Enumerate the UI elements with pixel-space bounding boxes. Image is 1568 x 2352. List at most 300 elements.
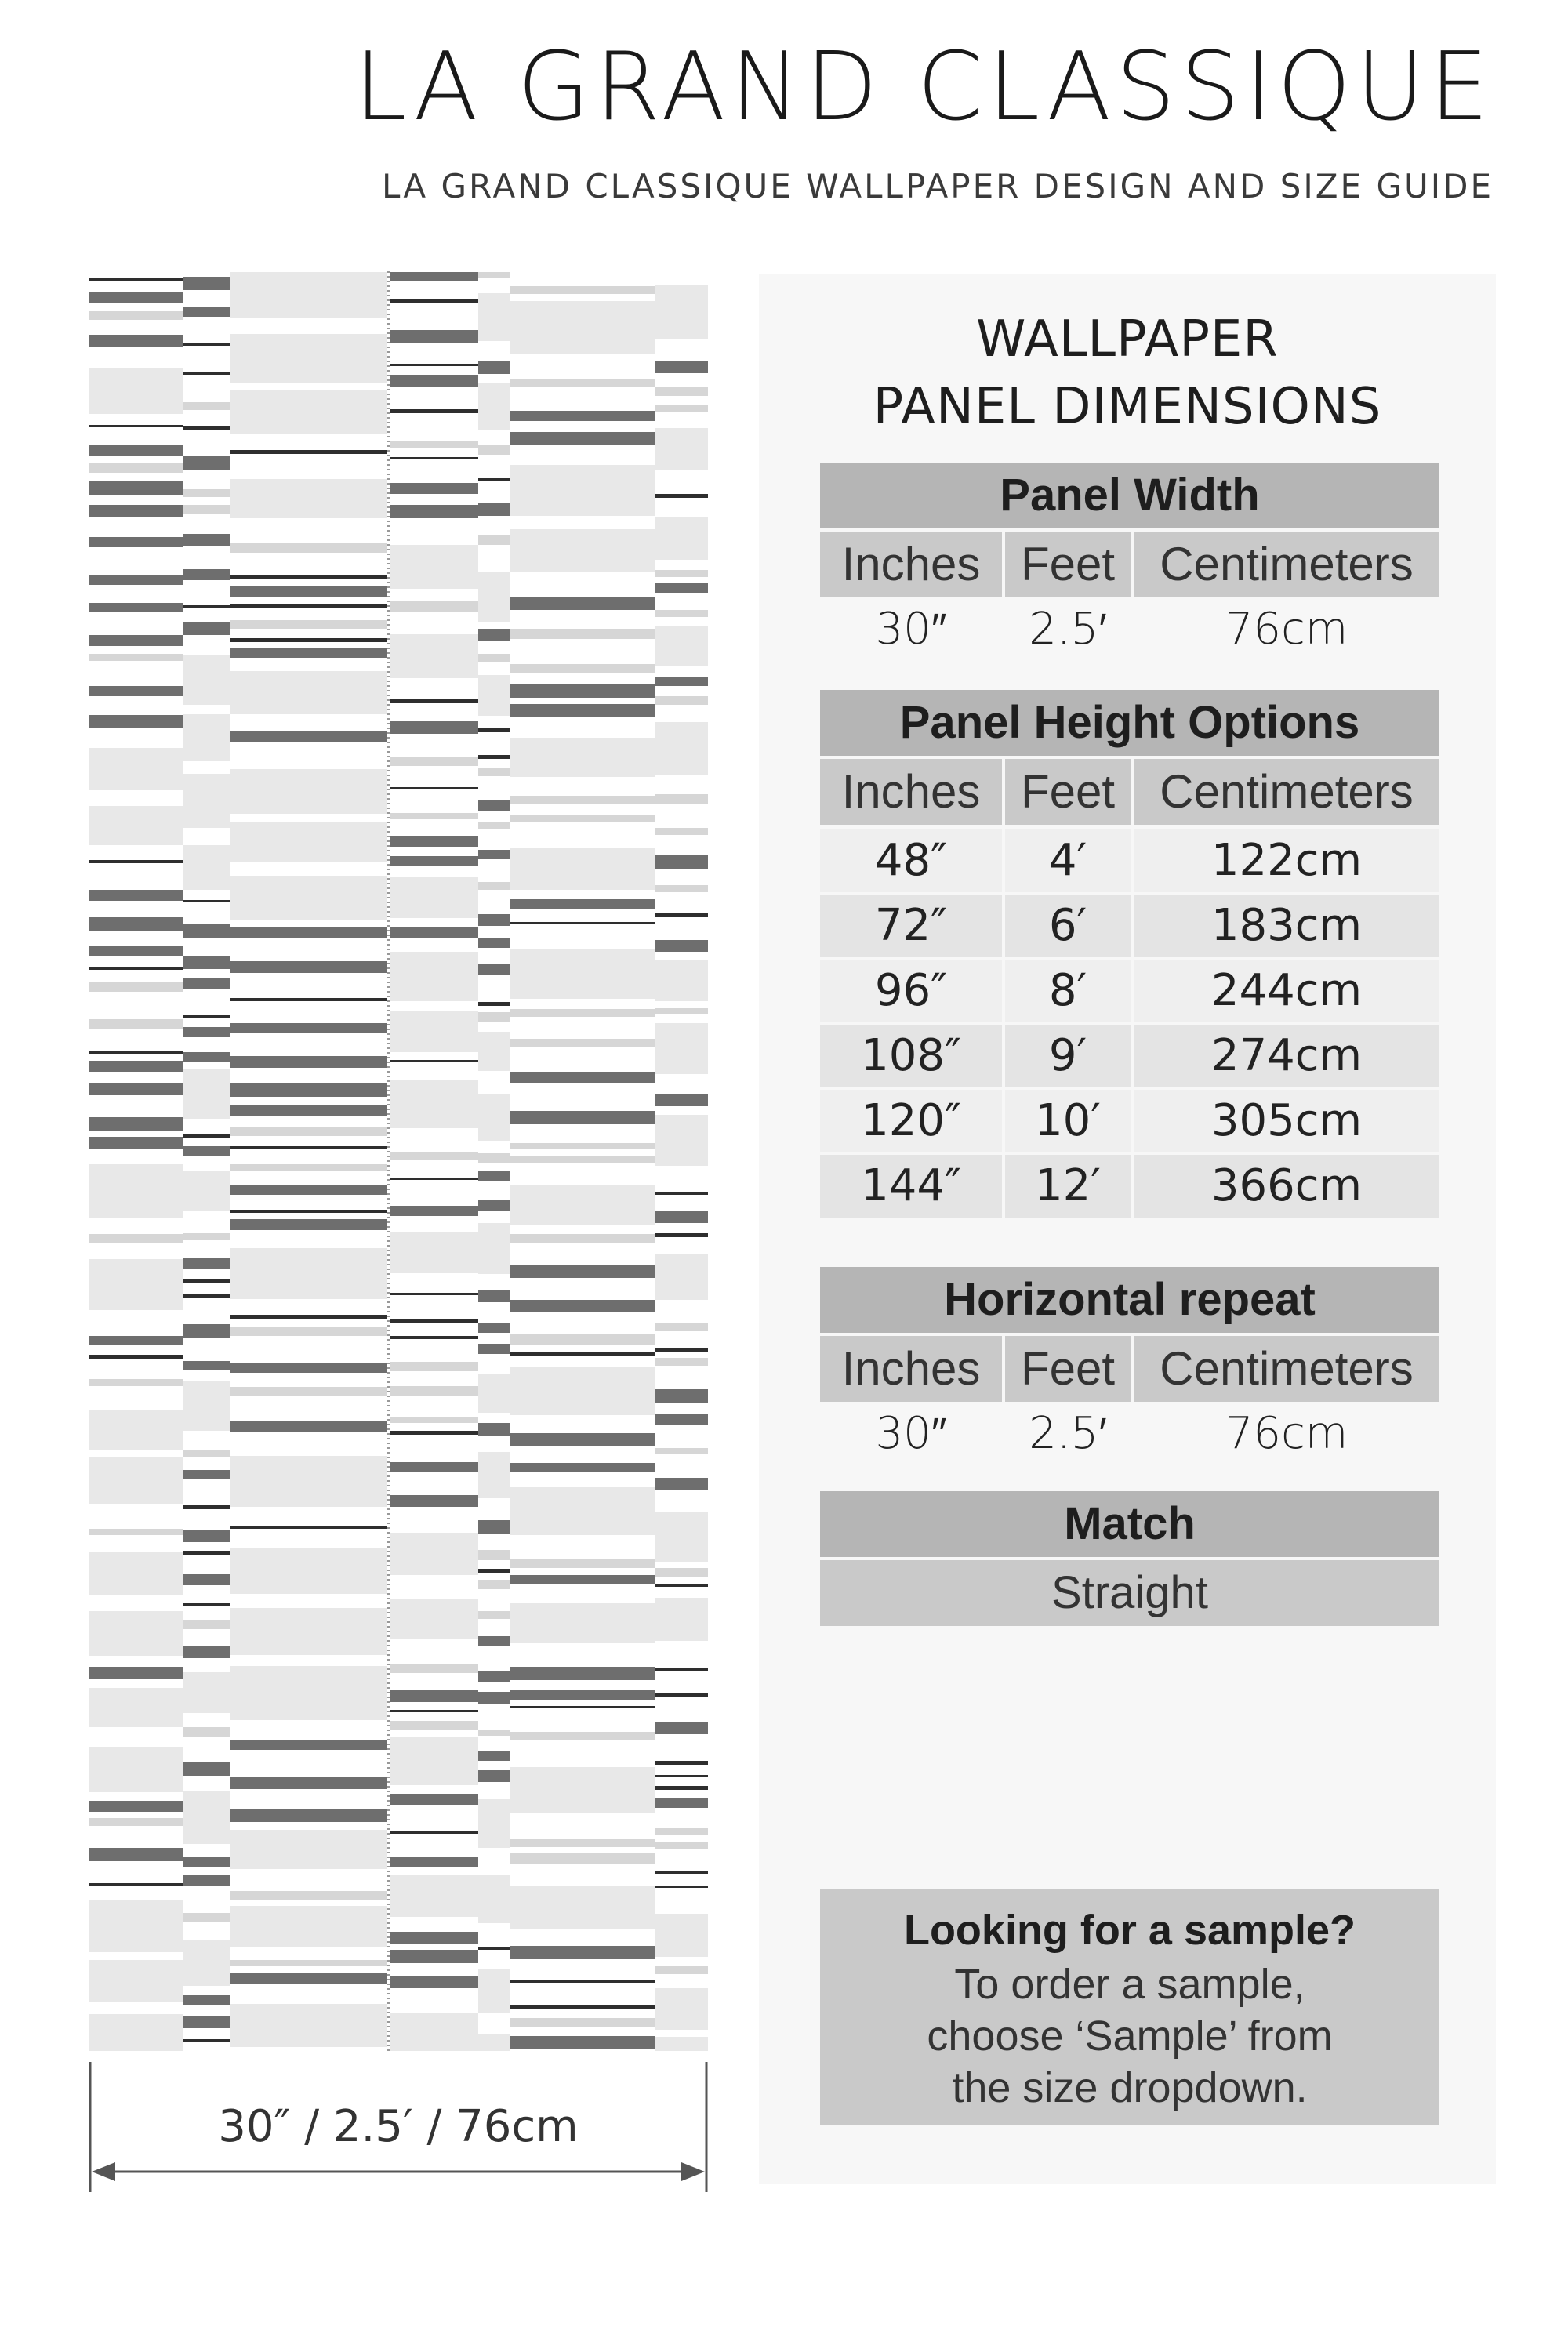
value-centimeters: 244cm [1134, 960, 1439, 1022]
column-headers [820, 759, 1439, 825]
horizontal-repeat-title: Horizontal repeat [820, 1267, 1439, 1333]
pattern-stripe [478, 675, 510, 716]
pattern-stripe [478, 1323, 510, 1333]
pattern-stripe [387, 1701, 390, 1703]
pattern-stripe [387, 1264, 390, 1265]
pattern-stripe [478, 822, 510, 829]
pattern-stripe [89, 1164, 183, 1218]
pattern-stripe [387, 1226, 390, 1228]
height-option-row [820, 895, 1439, 957]
pattern-stripe [510, 1706, 655, 1708]
pattern-stripe [387, 591, 390, 593]
pattern-stripe [387, 1744, 390, 1745]
pattern-stripe [510, 815, 655, 822]
pattern-stripe [387, 1156, 390, 1157]
pattern-stripe [387, 1480, 390, 1482]
pattern-stripe [478, 964, 510, 975]
pattern-stripe [387, 318, 390, 320]
pattern-stripe [387, 450, 390, 452]
pattern-stripe [387, 478, 390, 480]
pattern-stripe [387, 1494, 390, 1496]
pattern-stripe [390, 545, 478, 589]
pattern-stripe [478, 1520, 510, 1534]
pattern-stripe [387, 1880, 390, 1882]
pattern-stripe [387, 1189, 390, 1190]
pattern-stripe [183, 372, 230, 375]
value-centimeters: 183cm [1134, 895, 1439, 957]
pattern-stripe [183, 1027, 230, 1037]
pattern-stripe [183, 1279, 230, 1283]
pattern-stripe [478, 1374, 510, 1413]
pattern-stripe [387, 1043, 390, 1044]
pattern-stripe [387, 1546, 390, 1548]
pattern-stripe [510, 664, 655, 673]
pattern-stripe [387, 1170, 390, 1171]
pattern-stripe [655, 940, 708, 952]
pattern-stripe [387, 1678, 390, 1679]
pattern-stripe [387, 1946, 390, 1947]
pattern-stripe [387, 826, 390, 828]
value-feet: 12′ [1005, 1155, 1131, 1218]
pattern-stripe [230, 1960, 387, 1966]
pattern-stripe [510, 2005, 655, 2009]
pattern-stripe [387, 1283, 390, 1284]
pattern-stripe [478, 1671, 510, 1682]
pattern-stripe [387, 1396, 390, 1397]
pattern-stripe [183, 1361, 230, 1370]
pattern-stripe [387, 1094, 390, 1096]
pattern-stripe [387, 455, 390, 456]
pattern-stripe [387, 1518, 390, 1519]
pattern-stripe [390, 813, 478, 819]
pattern-stripe [478, 850, 510, 859]
pattern-stripe [387, 1457, 390, 1458]
height-option-row [820, 829, 1439, 892]
pattern-stripe [89, 982, 183, 992]
pattern-stripe [510, 629, 655, 639]
pattern-stripe [390, 601, 478, 612]
pattern-stripe [89, 1083, 183, 1095]
pattern-stripe [387, 281, 390, 282]
pattern-stripe [390, 1599, 478, 1639]
pattern-stripe [387, 704, 390, 706]
pattern-stripe [387, 582, 390, 583]
pattern-stripe [510, 684, 655, 698]
pattern-stripe [387, 1052, 390, 1054]
pattern-stripe [183, 1294, 230, 1298]
pattern-stripe [478, 1452, 510, 1498]
pattern-stripe [390, 877, 478, 918]
pattern-stripe [230, 1526, 387, 1529]
pattern-stripe [387, 1913, 390, 1915]
pattern-stripe [387, 1791, 390, 1792]
pattern-stripe [387, 1527, 390, 1529]
pattern-stripe [230, 1387, 387, 1396]
pattern-stripe [387, 709, 390, 710]
brand-title: LA GRAND CLASSIQUE [354, 33, 1494, 142]
pattern-stripe [183, 1450, 230, 1457]
panel-height-title: Panel Height Options [820, 690, 1439, 756]
pattern-stripe [183, 978, 230, 989]
pattern-stripe [183, 1052, 230, 1062]
pattern-stripe [387, 1739, 390, 1740]
pattern-stripe [387, 2021, 390, 2023]
pattern-stripe [230, 876, 387, 920]
height-option-rows [820, 829, 1439, 1218]
pattern-stripe [387, 1367, 390, 1369]
pattern-stripe [230, 1740, 387, 1750]
pattern-stripe [387, 1668, 390, 1670]
pattern-stripe [478, 1875, 510, 1923]
pattern-stripe [387, 1828, 390, 1830]
pattern-stripe [510, 1433, 655, 1446]
pattern-stripe [387, 817, 390, 818]
pattern-stripe [387, 869, 390, 870]
pattern-stripe [390, 1206, 478, 1216]
pattern-stripe [655, 1233, 708, 1237]
pattern-stripe [387, 1499, 390, 1501]
pattern-stripe [183, 1324, 230, 1338]
pattern-stripe [387, 643, 390, 644]
pattern-stripe [387, 1795, 390, 1797]
pattern-stripe [387, 690, 390, 691]
pattern-stripe [89, 603, 183, 612]
pattern-stripe [387, 398, 390, 400]
pattern-stripe [387, 332, 390, 334]
pattern-stripe [655, 1786, 708, 1790]
pattern-stripe [655, 1448, 708, 1454]
pattern-stripe [478, 1423, 510, 1436]
pattern-stripe [390, 1178, 478, 1180]
pattern-stripe [387, 878, 390, 880]
pattern-stripe [510, 1143, 655, 1149]
pattern-stripe [387, 1118, 390, 1120]
pattern-stripe [387, 953, 390, 955]
pattern-stripe [230, 1219, 387, 1230]
pattern-stripe [387, 1579, 390, 1581]
pattern-stripe [510, 1072, 655, 1083]
pattern-stripe [387, 1433, 390, 1435]
pattern-stripe [387, 681, 390, 682]
pattern-stripe [387, 1231, 390, 1232]
pattern-stripe [387, 1151, 390, 1152]
pattern-stripe [510, 848, 655, 890]
pattern-stripe [387, 949, 390, 950]
pattern-stripe [478, 1770, 510, 1782]
pattern-stripe [655, 1828, 708, 1835]
pattern-stripe [390, 721, 478, 734]
pattern-stripe [387, 859, 390, 861]
height-option-row [820, 960, 1439, 1022]
pattern-stripe [387, 1358, 390, 1359]
column-headers [820, 532, 1439, 597]
pattern-stripe [387, 1687, 390, 1689]
pattern-stripe [655, 960, 708, 1001]
pattern-stripe [478, 755, 510, 759]
pattern-stripe [89, 946, 183, 956]
pattern-stripe [387, 445, 390, 447]
pattern-stripe [510, 1603, 655, 1643]
pattern-stripe [387, 1127, 390, 1129]
pattern-stripe [230, 731, 387, 742]
pattern-stripe [387, 483, 390, 485]
pattern-stripe [655, 1584, 708, 1587]
pattern-stripe [387, 1805, 390, 1806]
pattern-stripe [230, 1809, 387, 1822]
pattern-stripe [183, 1470, 230, 1479]
pattern-stripe [387, 789, 390, 790]
pattern-stripe [655, 1966, 708, 1974]
pattern-stripe [387, 1974, 390, 1976]
pattern-stripe [387, 1584, 390, 1585]
pattern-stripe [387, 1904, 390, 1905]
pattern-stripe [230, 927, 387, 938]
pattern-stripe [230, 334, 387, 383]
pattern-stripe [510, 1839, 655, 1847]
pattern-stripe [89, 505, 183, 517]
pattern-stripe [387, 723, 390, 724]
pattern-stripe [387, 1654, 390, 1656]
pattern-stripe [387, 1711, 390, 1712]
brand-subtitle: LA GRAND CLASSIQUE WALLPAPER DESIGN AND SIZE GUIDE [382, 167, 1494, 205]
pattern-stripe [183, 714, 230, 761]
column-header-inches: Inches [820, 532, 1002, 597]
pattern-stripe [655, 1568, 708, 1577]
pattern-stripe [230, 575, 387, 579]
pattern-stripe [387, 1875, 390, 1877]
pattern-stripe [655, 696, 708, 705]
pattern-stripe [183, 1134, 230, 1138]
pattern-stripe [655, 494, 708, 498]
pattern-stripe [387, 1339, 390, 1341]
pattern-stripe [387, 831, 390, 833]
pattern-stripe [510, 411, 655, 421]
pattern-stripe [183, 605, 230, 608]
pattern-stripe [387, 803, 390, 804]
pattern-stripe [387, 1960, 390, 1962]
pattern-stripe [387, 944, 390, 946]
pattern-stripe [655, 828, 708, 835]
pattern-stripe [387, 1984, 390, 1985]
pattern-stripe [390, 1232, 478, 1273]
pattern-stripe [478, 1032, 510, 1071]
pattern-stripe [183, 1857, 230, 1867]
pattern-stripe [478, 1692, 510, 1704]
pattern-stripe [387, 1857, 390, 1858]
pattern-stripe [390, 836, 478, 847]
pattern-stripe [89, 292, 183, 303]
pattern-stripe [478, 1799, 510, 1848]
pattern-stripe [387, 1842, 390, 1844]
pattern-stripe [510, 1559, 655, 1568]
pattern-stripe [510, 1367, 655, 1415]
pattern-stripe [510, 949, 655, 999]
sample-callout [820, 1889, 1439, 2125]
pattern-stripe [387, 911, 390, 913]
panel-width-annotation [89, 2038, 708, 2195]
pattern-stripe [89, 1379, 183, 1386]
pattern-stripe [387, 464, 390, 466]
pattern-stripe [89, 715, 183, 728]
value-inches: 48″ [820, 829, 1002, 892]
pattern-stripe [387, 563, 390, 564]
pattern-stripe [387, 1123, 390, 1124]
pattern-stripe [478, 1947, 510, 1950]
pattern-stripe [387, 1325, 390, 1327]
pattern-stripe [387, 986, 390, 988]
pattern-stripe [390, 1794, 478, 1805]
pattern-stripe [387, 624, 390, 626]
value-feet: 10′ [1005, 1090, 1131, 1152]
pattern-stripe [387, 1523, 390, 1524]
pattern-stripe [89, 1883, 183, 1886]
pattern-stripe [387, 996, 390, 997]
pattern-stripe [387, 1085, 390, 1087]
pattern-stripe [390, 375, 478, 387]
pattern-stripe [89, 537, 183, 547]
pattern-stripe [387, 342, 390, 343]
value-centimeters: 122cm [1134, 829, 1439, 892]
pattern-stripe [387, 873, 390, 875]
pattern-stripe [387, 1560, 390, 1562]
pattern-stripe [183, 307, 230, 317]
horizontal-repeat-values [820, 1402, 1439, 1466]
pattern-stripe [387, 1715, 390, 1717]
pattern-stripe [387, 394, 390, 395]
pattern-stripe [390, 952, 478, 1001]
pattern-stripe [387, 840, 390, 842]
pattern-stripe [387, 1786, 390, 1788]
pattern-stripe [89, 1259, 183, 1310]
pattern-stripe [387, 793, 390, 795]
pattern-stripe [387, 1212, 390, 1214]
pattern-stripe [387, 1132, 390, 1134]
pattern-stripe [89, 1137, 183, 1149]
pattern-stripe [510, 1767, 655, 1813]
pattern-stripe [230, 1105, 387, 1116]
pattern-stripe [387, 1245, 390, 1247]
pattern-stripe [387, 375, 390, 376]
pattern-stripe [387, 1645, 390, 1646]
pattern-stripe [478, 1344, 510, 1354]
pattern-stripe [230, 1023, 387, 1033]
pattern-stripe [183, 1233, 230, 1240]
pattern-stripe [510, 529, 655, 572]
pattern-stripe [390, 634, 478, 678]
pattern-stripe [387, 1038, 390, 1040]
pattern-stripe [387, 1631, 390, 1632]
pattern-stripe [387, 765, 390, 767]
match-title: Match [820, 1491, 1439, 1557]
value-feet: 2.5′ [1029, 1408, 1107, 1459]
pattern-stripe [478, 503, 510, 516]
value-centimeters: 274cm [1134, 1025, 1439, 1087]
pattern-stripe [390, 927, 478, 938]
pattern-stripe [230, 1830, 387, 1869]
pattern-stripe [387, 2016, 390, 2018]
pattern-stripe [183, 1672, 230, 1713]
pattern-stripe [387, 1607, 390, 1609]
pattern-stripe [89, 463, 183, 473]
pattern-stripe [387, 652, 390, 654]
pattern-stripe [390, 1950, 478, 1963]
height-option-row [820, 1155, 1439, 1218]
pattern-stripe [387, 1207, 390, 1209]
pattern-stripe [390, 1152, 478, 1160]
pattern-stripe [387, 887, 390, 889]
pattern-stripe [387, 1428, 390, 1430]
pattern-stripe [387, 1570, 390, 1571]
pattern-stripe [387, 1753, 390, 1755]
value-feet: 4′ [1005, 829, 1131, 892]
pattern-stripe [390, 1462, 478, 1472]
pattern-stripe [390, 1857, 478, 1867]
value-inches: 144″ [820, 1155, 1002, 1218]
pattern-stripe [387, 1311, 390, 1312]
pattern-stripe [183, 456, 230, 470]
pattern-stripe [183, 1913, 230, 1922]
value-inches: 96″ [820, 960, 1002, 1022]
pattern-stripe [655, 1478, 708, 1490]
pattern-stripe [89, 1355, 183, 1359]
pattern-stripe [655, 1323, 708, 1331]
pattern-stripe [387, 1461, 390, 1463]
pattern-stripe [387, 1692, 390, 1693]
pattern-stripe [655, 1668, 708, 1671]
pattern-stripe [655, 1722, 708, 1734]
panel-dimensions-card [759, 274, 1496, 2184]
value-centimeters: 76cm [1225, 604, 1348, 655]
pattern-stripe [390, 1011, 478, 1052]
pattern-stripe [89, 806, 183, 845]
pattern-stripe [387, 1682, 390, 1684]
pattern-stripe [478, 1569, 510, 1573]
pattern-stripe [390, 1336, 478, 1339]
pattern-stripe [89, 368, 183, 414]
pattern-stripe [478, 383, 510, 430]
pattern-stripe [387, 502, 390, 503]
height-option-row [820, 1025, 1439, 1087]
pattern-stripe [183, 1069, 230, 1119]
pattern-stripe [387, 1466, 390, 1468]
pattern-stripe [390, 457, 478, 459]
pattern-stripe [387, 530, 390, 532]
pattern-stripe [387, 713, 390, 715]
pattern-stripe [183, 534, 230, 546]
pattern-stripe [478, 768, 510, 776]
pattern-stripe [387, 1772, 390, 1773]
pattern-stripe [89, 335, 183, 347]
pattern-stripe [387, 1979, 390, 1980]
pattern-stripe [510, 1300, 655, 1312]
pattern-stripe [230, 450, 387, 454]
pattern-stripe [387, 1071, 390, 1073]
pattern-stripe [387, 1269, 390, 1270]
pattern-stripe [510, 286, 655, 294]
pattern-stripe [387, 299, 390, 301]
pattern-stripe [390, 1362, 478, 1371]
pattern-stripe [387, 1104, 390, 1105]
pattern-stripe [387, 1047, 390, 1049]
pattern-stripe [387, 1955, 390, 1957]
pattern-stripe [390, 330, 478, 343]
pattern-stripe [387, 1179, 390, 1181]
pattern-stripe [655, 570, 708, 577]
pattern-stripe [655, 1211, 708, 1223]
pattern-stripe [387, 1221, 390, 1223]
pattern-stripe [89, 967, 183, 970]
pattern-stripe [390, 1664, 478, 1673]
